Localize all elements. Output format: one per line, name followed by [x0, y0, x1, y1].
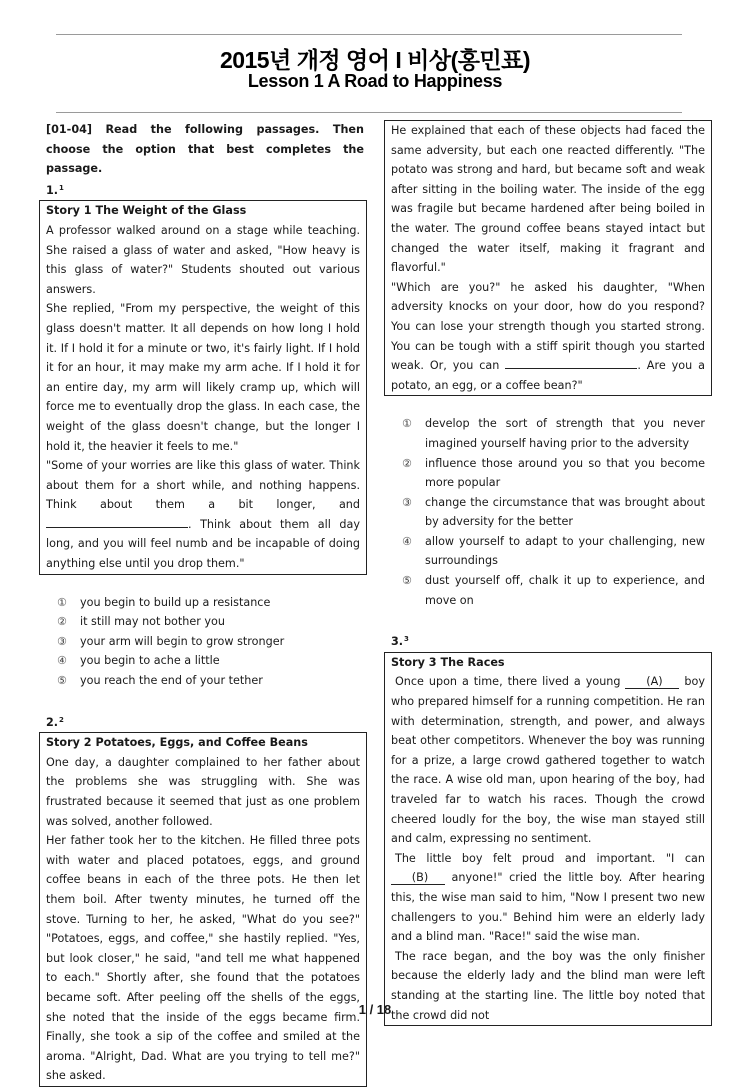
option-text: influence those around you so that you become more popular	[425, 456, 705, 490]
option-number: ①	[402, 417, 412, 431]
option-text: change the circumstance that was brought about by adversity for the better	[425, 495, 705, 529]
question-number-3	[384, 630, 711, 652]
option-3[interactable]	[384, 493, 711, 532]
passage-paragraph: A professor walked around on a stage while teaching. She raised a glass of water and asked, "How heavy is this glass of water?" Students shouted out various answers.	[46, 223, 360, 296]
passage-box-story-2	[39, 732, 367, 1087]
passage-paragraph	[391, 849, 705, 947]
left-column	[39, 120, 366, 1087]
answer-options-q1	[39, 593, 366, 691]
option-number: ③	[57, 634, 67, 648]
passage-text: . Think about them all day long, and you will feel numb and be incapable of doing anything else until you drop them."	[46, 517, 360, 571]
passage-text: Once upon a time, there lived a young	[395, 675, 621, 689]
story-title: Story 2 Potatoes, Eggs, and Coffee Beans	[46, 736, 308, 750]
option-text: you reach the end of your tether	[80, 674, 263, 688]
header-bottom-rule	[56, 112, 682, 113]
footnote-marker: 3	[404, 635, 409, 644]
blank-b: (B)	[391, 871, 445, 885]
option-number: ④	[57, 654, 67, 668]
passage-paragraph: She replied, "From my perspective, the weight of this glass doesn't matter. It all depends on how long I hold it. If I hold it for a minute or two, it's fairly light. If I hold it for an hour, it may make my arm ache. If I hold it for an entire day, my arm will likely cramp up, which will force me to eventually drop the glass. In each case, the weight of the glass doesn't change, but the longer I hold it, the heavier it feels to me."	[46, 302, 360, 453]
option-number: ⑤	[402, 574, 412, 588]
option-text: you begin to build up a resistance	[80, 595, 271, 609]
passage-paragraph: One day, a daughter complained to her father about the problems she was struggling with. She was frustrated because it seemed that just as one problem was solved, another followed.	[46, 755, 360, 828]
option-1[interactable]	[39, 593, 366, 613]
passage-box-story-2-continued	[384, 120, 712, 396]
right-column	[384, 120, 711, 1026]
option-number: ⑤	[57, 674, 67, 688]
passage-text: The little boy felt proud and important. "I can	[395, 851, 705, 865]
passage-paragraph: The race began, and the boy was the only finisher because the elderly lady and the blind man were left standing at the starting line. The little boy noted that the crowd did not	[391, 949, 705, 1022]
option-text: develop the sort of strength that you never imagined yourself having prior to the adversity	[425, 417, 705, 450]
instructions: [01-04] Read the following passages. Then choose the option that best completes the passage.	[46, 123, 364, 176]
passage-text: anyone!" cried the little boy. After hearing this, the wise man said to him, "Now I present two new challengers to you." Behind him were an elderly lady and a blind man. "Race!" said the wise man.	[391, 871, 705, 944]
story-title: Story 1 The Weight of the Glass	[46, 204, 247, 218]
story-title: Story 3 The Races	[391, 655, 505, 669]
passage-paragraph: He explained that each of these objects had faced the same adversity, but each one reacted differently. "The potato was strong and hard, but became soft and weak after sitting in the boiling water. The inside of the egg was fragile but became hardened after being boiled in the water. The ground coffee beans stayed intact but changed the water itself, making it fragrant and flavorful."	[391, 124, 705, 275]
option-number: ③	[402, 495, 412, 509]
option-4[interactable]	[384, 532, 711, 571]
passage-box-story-3	[384, 652, 712, 1026]
option-5[interactable]	[39, 671, 366, 691]
answer-blank	[505, 356, 637, 369]
header-top-rule	[56, 34, 682, 35]
passage-paragraph	[391, 672, 705, 848]
passage-text: . Are you a potato, an egg, or a coffee bean?"	[391, 359, 705, 392]
option-text: allow yourself to adapt to your challenging, new surroundings	[425, 534, 705, 568]
option-text: dust yourself off, chalk it up to experience, and move on	[425, 574, 705, 607]
passage-paragraph	[391, 278, 705, 396]
passage-text: "Which are you?" he asked his daughter, "When adversity knocks on your door, how do you respond? You can lose your strength though you started strong. You can be tough with a stiff spirit though you started weak. Or, you can	[391, 280, 705, 373]
footnote-marker: 2	[59, 715, 64, 724]
passage-paragraph	[46, 456, 360, 574]
question-number-label: 2.	[46, 715, 59, 729]
option-number: ①	[57, 595, 67, 609]
footnote-marker: 1	[59, 183, 64, 192]
option-4[interactable]	[39, 651, 366, 671]
question-number-label: 1.	[46, 183, 59, 197]
passage-text: boy who prepared himself for a running competition. He ran with determination, strength, and power, and always beat other competitors. Whenever the boy was running for a prize, a large crowd gathered together to watch the race. A wise old man, upon hearing of the boy, had traveled far to watch his races. Though the crowd cheered loudly for the boy, the wise man stayed still and calm, expressing no sentiment.	[391, 675, 705, 846]
passage-box-story-1	[39, 200, 367, 574]
question-number-1	[39, 179, 366, 201]
document-title: 2015년 개정 영어 I 비상(홍민표)	[219, 47, 531, 73]
page-number: 1 / 18	[358, 1002, 392, 1017]
question-number-2	[39, 711, 366, 733]
option-5[interactable]	[384, 571, 711, 610]
option-number: ④	[402, 534, 412, 548]
question-number-label: 3.	[391, 635, 404, 649]
option-3[interactable]	[39, 632, 366, 652]
option-text: it still may not bother you	[80, 615, 225, 629]
option-2[interactable]	[39, 612, 366, 632]
passage-paragraph: Her father took her to the kitchen. He filled three pots with water and placed potatoes, eggs, and ground coffee beans in each of the three pots. He then let them boil. After twenty minutes, he turned off the stove. Turning to her, he asked, "What do you see?" "Potatoes, eggs, and coffee," she hastily replied. "Yes, but look closer," he said, "and tell me what happened to each." Shortly after, she found that the potatoes became soft. After peeling off the shells of the eggs, she noted that the inside of the eggs became firm. Finally, she took a sip of the coffee and smiled at the aroma. "Alright, Dad. What are you trying to tell me?" she asked.	[46, 834, 360, 1083]
passage-text: "Some of your worries are like this glass of water. Think about them for a short while, and nothing happens. Think about them a bit longer, and	[46, 459, 360, 512]
option-text: your arm will begin to grow stronger	[80, 634, 285, 648]
answer-blank	[46, 515, 188, 528]
blank-a: (A)	[625, 675, 679, 689]
option-text: you begin to ache a little	[80, 654, 220, 668]
option-1[interactable]	[384, 414, 711, 453]
option-number: ②	[57, 615, 67, 629]
answer-options-q2	[384, 414, 711, 610]
option-2[interactable]	[384, 454, 711, 493]
lesson-subtitle: Lesson 1 A Road to Happiness	[247, 71, 503, 91]
option-number: ②	[402, 456, 412, 470]
